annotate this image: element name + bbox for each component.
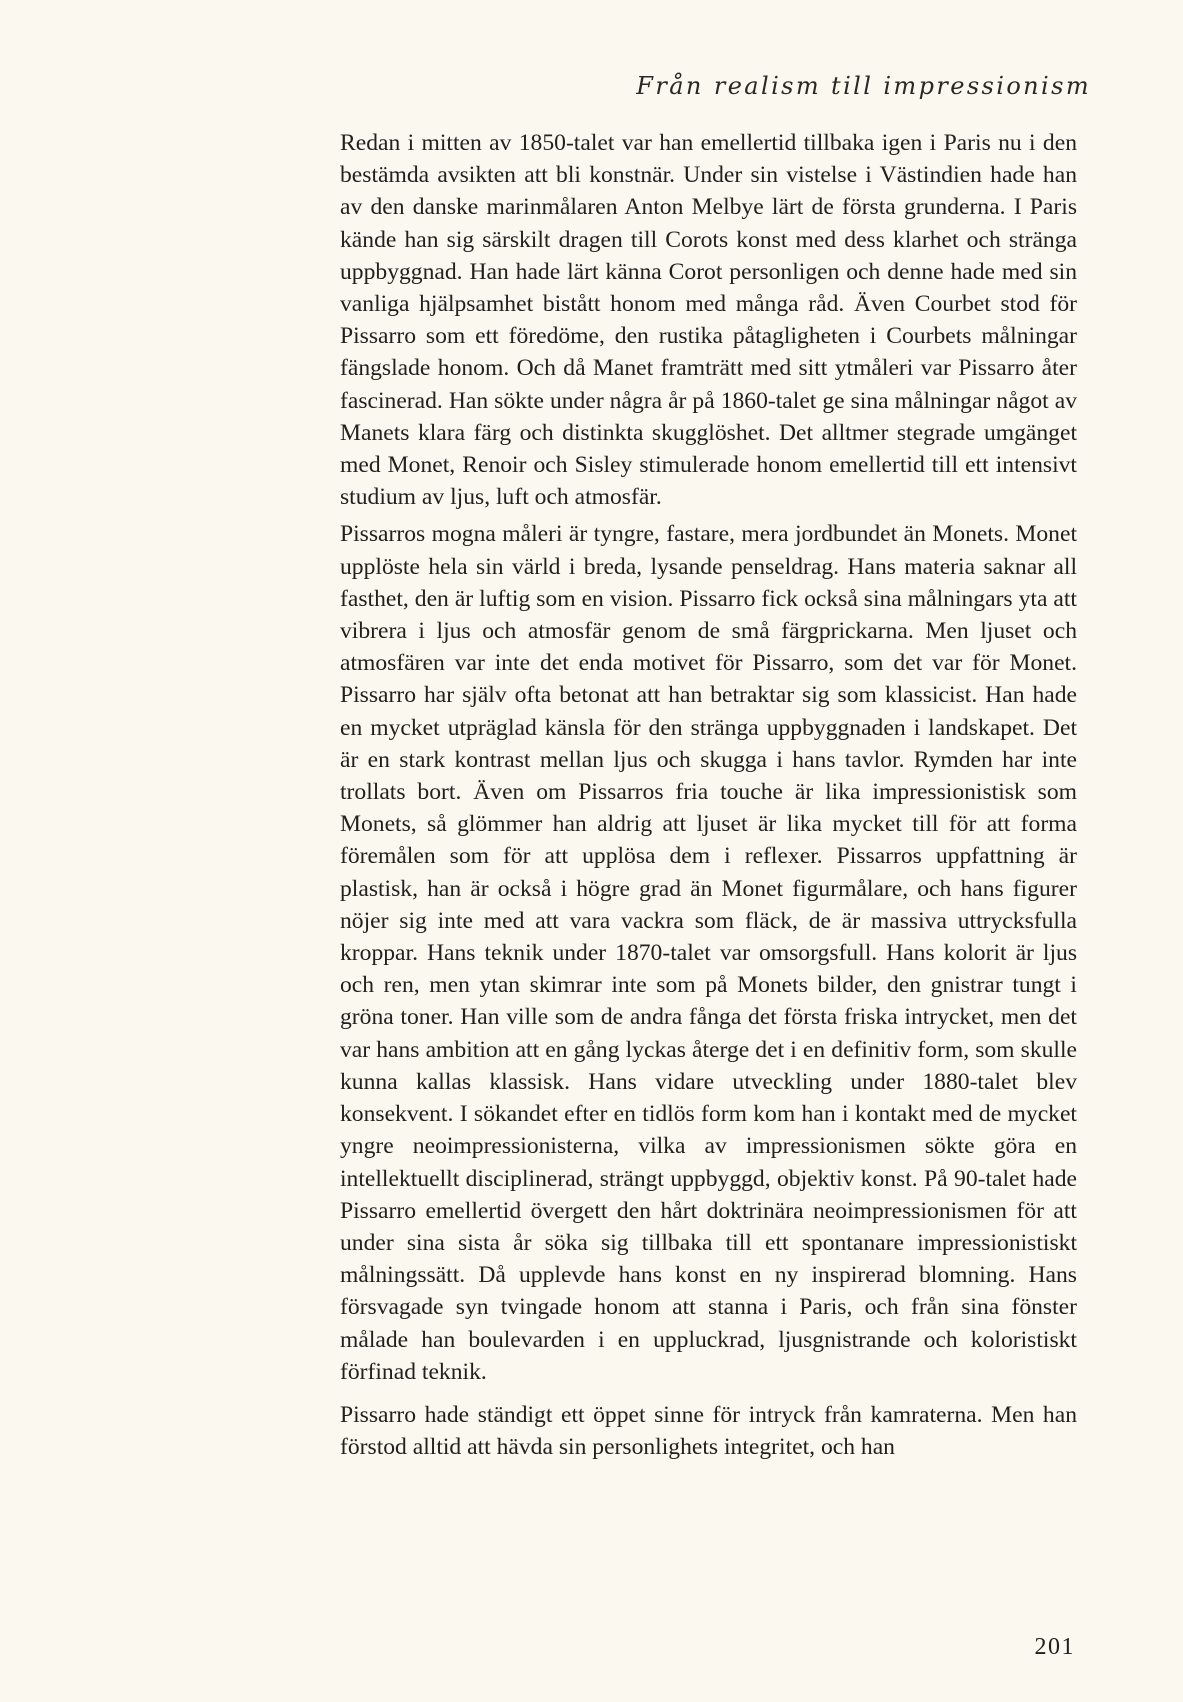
paragraph-1: Redan i mitten av 1850-talet var han emellertid tillbaka igen i Paris nu i den bestämda avsikten att bli konstnär. Under sin vistelse i Västindien hade han av den danske marinmålaren Anton Melbye lärt de första grunderna. I Paris kände han sig särskilt dragen till Corots konst med dess klarhet och stränga uppbyggnad. Han hade lärt känna Corot personligen och denne hade med sin vanliga hjälpsamhet bistått honom med många råd. Även Courbet stod för Pissarro som ett föredöme, den rustika påtagligheten i Courbets målningar fängslade honom. Och då Manet framträtt med sitt ytmåleri var Pissarro åter fascinerad. Han sökte under några år på 1860-talet ge sina målningar något av Manets klara färg och distinkta skugglöshet. Det alltmer stegrade umgänget med Monet, Renoir och Sisley stimulerade honom emellertid till ett intensivt studium av ljus, luft och atmosfär. bbox=[340, 130, 1077, 511]
running-head: Från realism till impressionism bbox=[636, 72, 1091, 100]
body-text bbox=[340, 127, 1077, 1463]
paragraph-2: Pissarros mogna måleri är tyngre, fastare, mera jordbundet än Monets. Monet upplöste hela sin värld i breda, lysande penseldrag. Hans materia saknar all fasthet, den är luftig som en vision. Pissarro fick också sina målningars yta att vibrera i ljus och atmosfär genom de små färgprickarna. Men ljuset och atmosfären var inte det enda motivet för Pissarro, som det var för Monet. Pissarro har själv ofta betonat att han betraktar sig som klassicist. Han hade en mycket utpräglad känsla för den stränga uppbyggnaden i landskapet. Det är en stark kontrast mellan ljus och skugga i hans tavlor. Rymden har inte trollats bort. Även om Pissarros fria touche är lika impressionistisk som Monets, så glömmer han aldrig att ljuset är lika mycket till för att forma föremålen som för att upplösa dem i reflexer. Pissarros uppfattning är plastisk, han är också i högre grad än Monet figurmålare, och hans figurer nöjer sig inte med att vara vackra som fläck, de är massiva uttrycksfulla kroppar. Hans teknik under 1870-talet var omsorgsfull. Hans kolorit är ljus och ren, men ytan skimrar inte som på Monets bilder, den gnistrar tungt i gröna toner. Han ville som de andra fånga det första friska intrycket, men det var hans ambition att en gång lyckas återge det i en definitiv form, som skulle kunna kallas klassisk. Hans vidare utveckling under 1880-talet blev konsekvent. I sökandet efter en tidlös form kom han i kontakt med de mycket yngre neoimpressionisterna, vilka av impressionismen sökte göra en intellektuellt disciplinerad, strängt uppbyggd, objektiv konst. På 90-talet hade Pissarro emellertid övergett den hårt doktrinära neoimpressionismen för att under sina sista år söka sig tillbaka till ett spontanare impressionistiskt målningssätt. Då upplevde hans konst en ny inspirerad blomning. Hans försvagade syn tvingade honom att stanna i Paris, och från sina fönster målade han boulevarden i en uppluckrad, ljusgnistrande och koloristiskt förfinad teknik. bbox=[340, 521, 1077, 1385]
paragraph-3: Pissarro hade ständigt ett öppet sinne för intryck från kamraterna. Men han förstod alltid att hävda sin personlighets integritet, och han bbox=[340, 1401, 1077, 1461]
page-number: 201 bbox=[1034, 1634, 1075, 1660]
